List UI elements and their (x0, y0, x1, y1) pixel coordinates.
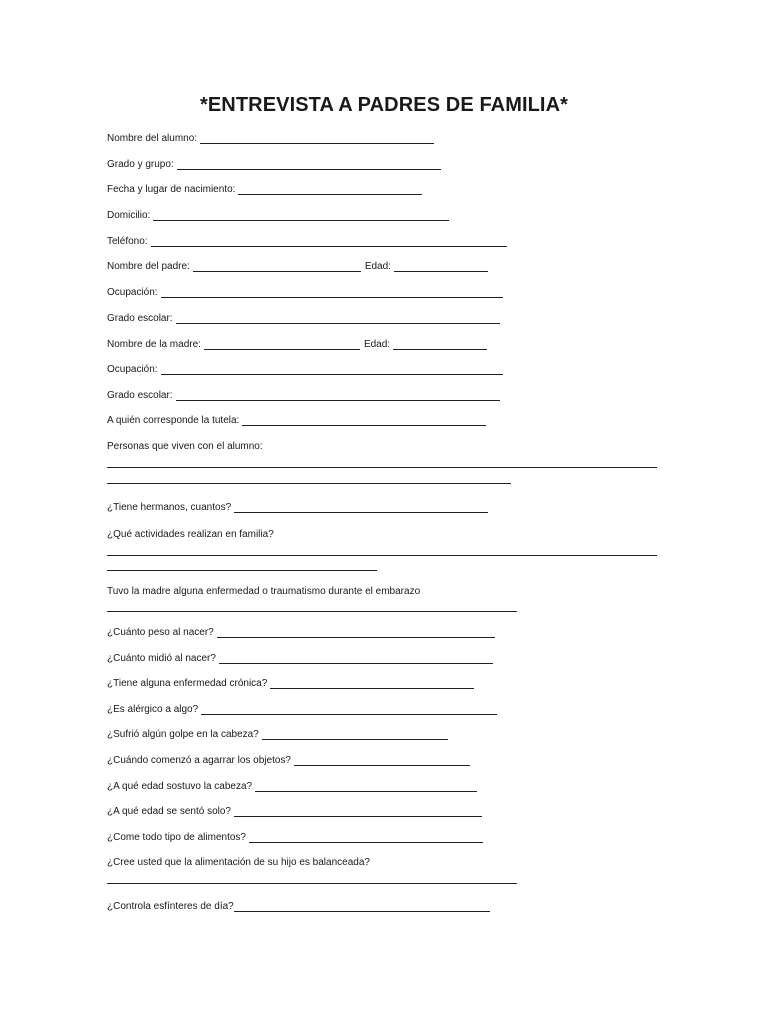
answer-blank-line[interactable] (107, 555, 657, 556)
field-label: ¿Qué actividades realizan en familia? (107, 529, 274, 540)
answer-blank[interactable] (177, 169, 441, 170)
field-label: ¿Come todo tipo de alimentos? (107, 832, 246, 843)
field-label: ¿A qué edad se sentó solo? (107, 806, 231, 817)
field-balanceada (107, 854, 370, 870)
field-nombre-alumno (107, 130, 434, 146)
field-label: ¿Cuánto midió al nacer? (107, 653, 216, 664)
answer-blank[interactable] (204, 349, 360, 350)
field-enfermedad-embarazo (107, 583, 420, 599)
field-ocupacion-padre (107, 284, 503, 300)
answer-blank[interactable] (176, 323, 500, 324)
field-fecha-lugar (107, 181, 422, 197)
field-label: Nombre de la madre: (107, 339, 201, 350)
field-esfinteres (107, 898, 490, 914)
field-label: ¿Controla esfínteres de día? (107, 901, 234, 912)
field-label-edad: Edad: (364, 261, 391, 272)
field-label: ¿Es alérgico a algo? (107, 704, 199, 715)
answer-blank[interactable] (234, 816, 482, 817)
answer-blank[interactable] (294, 765, 470, 766)
field-grado-escolar-padre (107, 310, 500, 326)
field-grado-grupo (107, 156, 441, 172)
field-tutela (107, 412, 486, 428)
field-label: Nombre del alumno: (107, 133, 198, 144)
field-sento (107, 803, 482, 819)
field-label: Grado escolar: (107, 390, 173, 401)
field-nombre-madre (107, 336, 487, 352)
answer-blank[interactable] (262, 739, 448, 740)
answer-blank-line[interactable] (107, 483, 511, 484)
field-hermanos (107, 499, 488, 515)
answer-blank[interactable] (238, 194, 422, 195)
field-label: ¿Cree usted que la alimentación de su hijo es balanceada? (107, 857, 370, 868)
field-label: ¿Tiene hermanos, cuantos? (107, 502, 232, 513)
answer-blank-line[interactable] (107, 883, 517, 884)
answer-blank[interactable] (161, 374, 503, 375)
field-label: Personas que viven con el alumno: (107, 441, 263, 452)
field-domicilio (107, 207, 449, 223)
field-alimentos (107, 829, 483, 845)
answer-blank[interactable] (270, 688, 474, 689)
field-label: ¿Cuándo comenzó a agarrar los objetos? (107, 755, 291, 766)
field-label: A quién corresponde la tutela: (107, 415, 240, 426)
answer-blank[interactable] (234, 512, 488, 513)
field-telefono (107, 233, 507, 249)
field-label: Domicilio: (107, 210, 151, 221)
answer-blank[interactable] (217, 637, 495, 638)
answer-blank[interactable] (193, 271, 361, 272)
field-actividades (107, 526, 274, 542)
answer-blank[interactable] (393, 349, 487, 350)
field-label: ¿Sufrió algún golpe en la cabeza? (107, 729, 259, 740)
field-personas (107, 438, 263, 454)
field-grado-escolar-madre (107, 387, 500, 403)
answer-blank-line[interactable] (107, 467, 657, 468)
answer-blank-line[interactable] (107, 611, 517, 612)
field-ocupacion-madre (107, 361, 503, 377)
answer-blank[interactable] (201, 714, 497, 715)
answer-blank[interactable] (219, 663, 493, 664)
field-golpe (107, 726, 448, 742)
field-label: Ocupación: (107, 287, 158, 298)
field-label: ¿Tiene alguna enfermedad crónica? (107, 678, 268, 689)
field-label: Tuvo la madre alguna enfermedad o traumatismo durante el embarazo (107, 586, 421, 597)
field-alergico (107, 701, 497, 717)
answer-blank[interactable] (161, 297, 503, 298)
field-label: Grado escolar: (107, 313, 173, 324)
answer-blank[interactable] (153, 220, 449, 221)
field-midio (107, 650, 493, 666)
field-sostuvo (107, 778, 477, 794)
answer-blank-line[interactable] (107, 570, 377, 571)
answer-blank[interactable] (255, 791, 477, 792)
field-nombre-padre (107, 258, 488, 274)
page-title: *ENTREVISTA A PADRES DE FAMILIA* (199, 94, 569, 116)
answer-blank[interactable] (249, 842, 483, 843)
field-label: Nombre del padre: (107, 261, 190, 272)
field-label: Ocupación: (107, 364, 158, 375)
answer-blank[interactable] (242, 425, 486, 426)
field-agarrar (107, 752, 470, 768)
field-peso (107, 624, 495, 640)
answer-blank[interactable] (234, 911, 490, 912)
answer-blank[interactable] (394, 271, 488, 272)
field-label-edad: Edad: (363, 339, 391, 350)
answer-blank[interactable] (200, 143, 434, 144)
answer-blank[interactable] (151, 246, 507, 247)
field-label: ¿A qué edad sostuvo la cabeza? (107, 781, 253, 792)
field-label: Teléfono: (107, 236, 148, 247)
field-label: Grado y grupo: (107, 159, 174, 170)
answer-blank[interactable] (176, 400, 500, 401)
field-label: Fecha y lugar de nacimiento: (107, 184, 236, 195)
field-label: ¿Cuánto peso al nacer? (107, 627, 214, 638)
field-cronica (107, 675, 474, 691)
